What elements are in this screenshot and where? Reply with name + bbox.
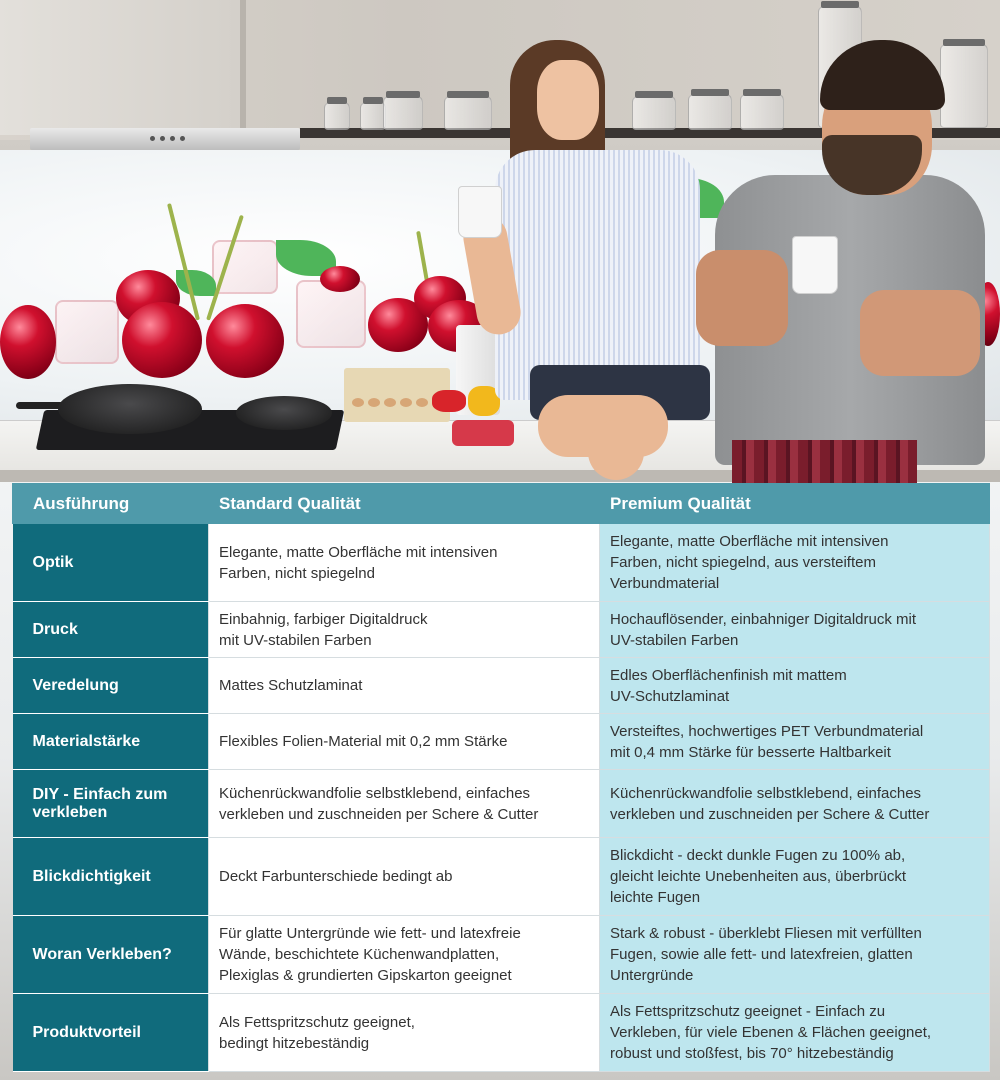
table-row bbox=[13, 714, 990, 770]
hood-button bbox=[150, 136, 155, 141]
cherry bbox=[206, 304, 284, 378]
table-row bbox=[13, 770, 990, 838]
table-row bbox=[13, 916, 990, 994]
premium-cell: Elegante, matte Oberfläche mit intensiven Farben, nicht spiegelnd, aus versteiftem Verbundmaterial bbox=[600, 524, 990, 602]
pan bbox=[58, 384, 202, 434]
spice-jar bbox=[740, 94, 784, 130]
man-arm bbox=[696, 250, 788, 346]
egg bbox=[368, 398, 380, 407]
premium-cell: Stark & robust - überklebt Fliesen mit verfüllten Fugen, sowie alle fett- und latexfreien, glatten Untergründe bbox=[600, 916, 990, 994]
pan bbox=[236, 396, 332, 430]
table-row bbox=[13, 524, 990, 602]
standard-cell: Deckt Farbunterschiede bedingt ab bbox=[209, 838, 600, 916]
range-hood bbox=[30, 128, 300, 150]
table-row bbox=[13, 658, 990, 714]
table-row bbox=[13, 994, 990, 1072]
premium-cell: Hochauflösender, einbahniger Digitaldruck mit UV-stabilen Farben bbox=[600, 602, 990, 658]
standard-cell: Mattes Schutzlaminat bbox=[209, 658, 600, 714]
egg bbox=[352, 398, 364, 407]
woman-leg bbox=[588, 420, 644, 480]
pan-handle bbox=[16, 402, 64, 409]
spice-jar bbox=[688, 94, 732, 130]
ice-cube bbox=[55, 300, 119, 364]
woman-shirt bbox=[495, 150, 700, 400]
row-label: Materialstärke bbox=[13, 714, 209, 770]
bowl bbox=[452, 420, 514, 446]
premium-cell: Edles Oberflächenfinish mit mattem UV-Schutzlaminat bbox=[600, 658, 990, 714]
standard-cell: Einbahnig, farbiger Digitaldruck mit UV-stabilen Farben bbox=[209, 602, 600, 658]
header-standard: Standard Qualität bbox=[209, 484, 600, 524]
egg bbox=[384, 398, 396, 407]
standard-cell: Als Fettspritzschutz geeignet, bedingt hitzebeständig bbox=[209, 994, 600, 1072]
table-row bbox=[13, 602, 990, 658]
premium-cell: Blickdicht - deckt dunkle Fugen zu 100% ab, gleicht leichte Unebenheiten aus, überbrückt leichte Fugen bbox=[600, 838, 990, 916]
comparison-table bbox=[12, 483, 990, 1072]
cherry bbox=[320, 266, 360, 292]
standard-cell: Elegante, matte Oberfläche mit intensiven Farben, nicht spiegelnd bbox=[209, 524, 600, 602]
spice-jar bbox=[324, 102, 350, 130]
table-row bbox=[13, 838, 990, 916]
row-label: Druck bbox=[13, 602, 209, 658]
row-label: Veredelung bbox=[13, 658, 209, 714]
row-label: Optik bbox=[13, 524, 209, 602]
standard-cell: Küchenrückwandfolie selbstklebend, einfaches verkleben und zuschneiden per Schere & Cutter bbox=[209, 770, 600, 838]
row-label: Blickdichtigkeit bbox=[13, 838, 209, 916]
hood-button bbox=[170, 136, 175, 141]
row-label: Produktvorteil bbox=[13, 994, 209, 1072]
tall-jar bbox=[940, 44, 988, 128]
man-pants bbox=[732, 440, 917, 485]
premium-cell: Versteiftes, hochwertiges PET Verbundmaterial mit 0,4 mm Stärke für besserte Haltbarkeit bbox=[600, 714, 990, 770]
hood-button bbox=[180, 136, 185, 141]
header-ausfuehrung: Ausführung bbox=[13, 484, 209, 524]
wall-cabinet bbox=[0, 0, 246, 135]
standard-cell: Flexibles Folien-Material mit 0,2 mm Stärke bbox=[209, 714, 600, 770]
premium-cell: Küchenrückwandfolie selbstklebend, einfaches verkleben und zuschneiden per Schere & Cutter bbox=[600, 770, 990, 838]
standard-cell: Für glatte Untergründe wie fett- und latexfreie Wände, beschichtete Küchenwandplatten, Plexiglas & grundierten Gipskarton geeignet bbox=[209, 916, 600, 994]
egg bbox=[416, 398, 428, 407]
cherry bbox=[0, 305, 56, 379]
hood-button bbox=[160, 136, 165, 141]
header-premium: Premium Qualität bbox=[600, 484, 990, 524]
mug bbox=[458, 186, 502, 238]
man-arm bbox=[860, 290, 980, 376]
cherry bbox=[122, 302, 202, 378]
egg bbox=[400, 398, 412, 407]
premium-cell: Als Fettspritzschutz geeignet - Einfach zu Verkleben, für viele Ebenen & Flächen geeignet, robust und stoßfest, bis 70° hitzebeständig bbox=[600, 994, 990, 1072]
spice-jar bbox=[383, 96, 423, 130]
table-header-row bbox=[13, 484, 990, 524]
spice-jar bbox=[444, 96, 492, 130]
woman-face bbox=[537, 60, 599, 140]
spice-jar bbox=[632, 96, 676, 130]
mug bbox=[792, 236, 838, 294]
row-label: DIY - Einfach zum verkleben bbox=[13, 770, 209, 838]
row-label: Woran Verkleben? bbox=[13, 916, 209, 994]
pepper bbox=[432, 390, 466, 412]
